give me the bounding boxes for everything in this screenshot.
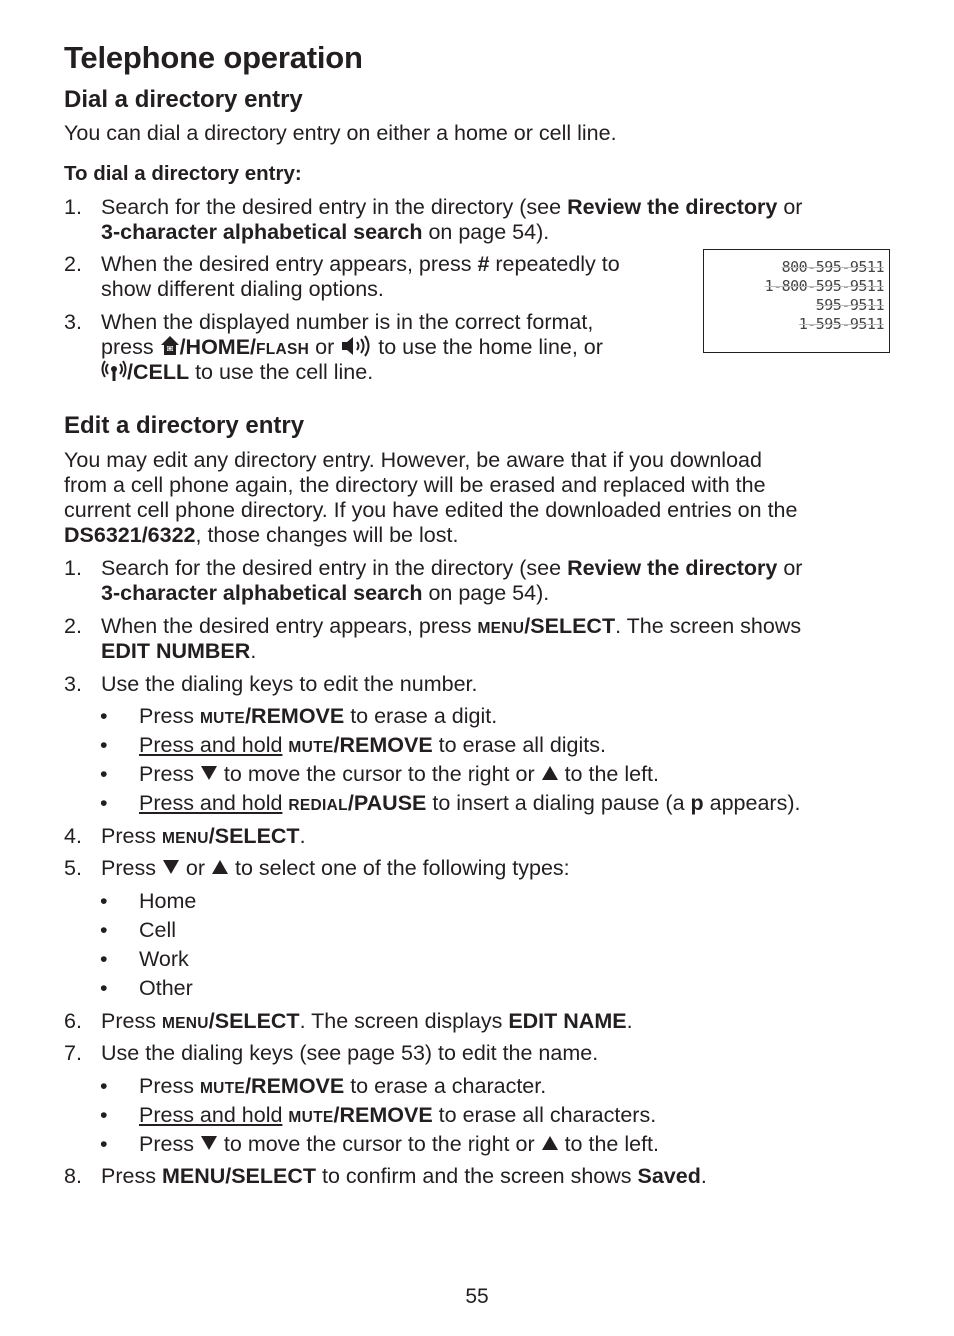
key-mute: MUTE <box>199 1080 246 1097</box>
screen-text-edit-name: EDIT NAME <box>508 1009 627 1033</box>
ref-review-directory: Review the directory <box>567 195 778 219</box>
step-text: on page 54). <box>422 581 550 605</box>
step-text: Use the dialing keys (see page 53) to edit the name. <box>101 1041 599 1065</box>
bullet-item <box>139 762 659 787</box>
cell-icon <box>101 360 127 388</box>
step-text: or <box>309 335 341 359</box>
bullet: • <box>100 918 108 942</box>
step-text: . <box>700 1164 707 1188</box>
home-icon <box>160 335 180 363</box>
ref-alpha-search: 3-character alphabetical search <box>101 581 423 605</box>
key-remove: /REMOVE <box>245 1074 345 1098</box>
step-text: Search for the desired entry in the directory (see <box>101 556 568 580</box>
step-number: 7. <box>64 1041 82 1065</box>
key-menu: MENU <box>161 830 209 847</box>
key-select: /SELECT <box>524 614 616 638</box>
type-item-other: Other <box>139 976 193 1000</box>
bullet-text: Press and hold <box>139 733 283 757</box>
bullet: • <box>100 1103 108 1127</box>
key-menu: MENU <box>477 620 525 637</box>
step-text: Press <box>101 856 162 880</box>
bullet-text: to move the cursor to the right or <box>217 762 541 786</box>
screen-line: 595-9511 <box>815 296 884 314</box>
step-text: Press <box>101 824 162 848</box>
step-text: . <box>299 824 306 848</box>
step-text: press <box>101 335 160 359</box>
key-mute: MUTE <box>288 739 334 756</box>
bullet-text: Press and hold <box>139 791 283 815</box>
step-number: 6. <box>64 1009 82 1033</box>
step-number: 4. <box>64 824 82 848</box>
step-text: When the desired entry appears, press <box>101 614 478 638</box>
step-text: . The screen shows <box>615 614 802 638</box>
key-remove: /REMOVE <box>333 1103 433 1127</box>
key-mute: MUTE <box>288 1109 334 1126</box>
up-arrow-icon <box>542 766 558 780</box>
section-heading-dial: Dial a directory entry <box>64 86 303 113</box>
step-number: 1. <box>64 195 82 219</box>
step-number: 3. <box>64 672 82 696</box>
step-text: Search for the desired entry in the directory (see <box>101 195 568 219</box>
bullet-item <box>139 1074 546 1101</box>
step-text: When the displayed number is in the correct format, <box>101 310 594 334</box>
bullet-item <box>139 733 606 760</box>
down-arrow-icon <box>201 1136 217 1150</box>
speaker-icon <box>340 335 372 363</box>
section-heading-edit: Edit a directory entry <box>64 412 305 439</box>
ref-alpha-search: 3-character alphabetical search <box>101 220 423 244</box>
step-text: or <box>179 856 212 880</box>
down-arrow-icon <box>201 766 217 780</box>
step-number: 1. <box>64 556 82 580</box>
bullet: • <box>100 791 108 815</box>
step-text: . <box>626 1009 633 1033</box>
step-text: or <box>777 195 803 219</box>
bullet-text: Press <box>139 1074 200 1098</box>
key-home: /HOME/ <box>179 335 257 359</box>
bullet: • <box>100 976 108 1000</box>
bullet-item <box>139 1103 656 1130</box>
type-item-home: Home <box>139 889 197 913</box>
step-number: 8. <box>64 1164 82 1188</box>
key-flash: FLASH <box>256 341 310 358</box>
key-remove: /REMOVE <box>333 733 433 757</box>
edit-para-line: current cell phone directory. If you have edited the downloaded entries on the <box>64 498 798 522</box>
step-text <box>101 824 306 851</box>
handset-screen-illustration <box>703 249 890 353</box>
bullet-text: to insert a dialing pause (a <box>426 791 691 815</box>
edit-para-line: , those changes will be lost. <box>195 523 459 547</box>
key-mute: MUTE <box>199 710 246 727</box>
screen-line: 800-595-9511 <box>781 258 884 276</box>
screen-text-edit-number: EDIT NUMBER <box>101 639 251 663</box>
step-text: to confirm and the screen shows <box>316 1164 638 1188</box>
page-number: 55 <box>465 1285 489 1308</box>
bullet-text: to the left. <box>558 1132 659 1156</box>
up-arrow-icon <box>212 860 228 874</box>
step-text: to use the cell line. <box>189 360 374 384</box>
step-text: on page 54). <box>422 220 550 244</box>
bullet-text: to move the cursor to the right or <box>217 1132 541 1156</box>
bullet: • <box>100 762 108 786</box>
page-title: Telephone operation <box>64 40 363 75</box>
bullet: • <box>100 733 108 757</box>
pause-char: p <box>690 791 704 815</box>
step-number: 3. <box>64 310 82 334</box>
key-remove: /REMOVE <box>245 704 345 728</box>
step-text: Press <box>101 1009 162 1033</box>
bullet-text: to erase all characters. <box>432 1103 657 1127</box>
key-pause: /PAUSE <box>347 791 427 815</box>
bullet-text: Press <box>139 1132 200 1156</box>
step-text: repeatedly to <box>489 252 620 276</box>
type-item-work: Work <box>139 947 189 971</box>
step-number: 2. <box>64 614 82 638</box>
step-text: show different dialing options. <box>101 277 384 301</box>
bullet-text: to erase a character. <box>344 1074 547 1098</box>
step-text: to select one of the following types: <box>229 856 570 880</box>
edit-para-line: from a cell phone again, the directory will be erased and replaced with the <box>64 473 766 497</box>
step-text: . <box>250 639 257 663</box>
bullet-item <box>139 704 497 731</box>
dial-intro: You can dial a directory entry on either a home or cell line. <box>64 121 617 145</box>
key-menu: MENU <box>161 1015 209 1032</box>
edit-para-line: You may edit any directory entry. However, be aware that if you download <box>64 448 762 472</box>
step-text: . The screen displays <box>299 1009 509 1033</box>
key-redial: REDIAL <box>288 797 348 814</box>
bullet: • <box>100 1074 108 1098</box>
key-cell: /CELL <box>127 360 190 384</box>
bullet: • <box>100 704 108 728</box>
key-select: /SELECT <box>208 824 300 848</box>
step-text: Use the dialing keys to edit the number. <box>101 672 478 696</box>
type-item-cell: Cell <box>139 918 177 942</box>
bullet-item <box>139 791 800 818</box>
bullet-text: to the left. <box>558 762 659 786</box>
key-pound: # <box>477 252 490 276</box>
bullet: • <box>100 1132 108 1156</box>
step-number: 5. <box>64 856 82 880</box>
bullet-item <box>139 1132 659 1157</box>
bullet-text: to erase all digits. <box>432 733 606 757</box>
screen-line: 1-800-595-9511 <box>764 277 884 295</box>
bullet: • <box>100 889 108 913</box>
step-text: Press <box>101 1164 162 1188</box>
key-menu-select: MENU/SELECT <box>161 1164 317 1188</box>
step-text: When the desired entry appears, press <box>101 252 478 276</box>
model-number: DS6321/6322 <box>64 523 196 547</box>
step-text: to use the home line, or <box>372 335 603 359</box>
bullet-text: Press and hold <box>139 1103 283 1127</box>
step-number: 2. <box>64 252 82 276</box>
ref-review-directory: Review the directory <box>567 556 778 580</box>
dial-subheading: To dial a directory entry: <box>64 162 302 185</box>
screen-line: 1-595-9511 <box>798 315 884 333</box>
key-select: /SELECT <box>208 1009 300 1033</box>
down-arrow-icon <box>163 860 179 874</box>
up-arrow-icon <box>542 1136 558 1150</box>
bullet-text: to erase a digit. <box>344 704 498 728</box>
bullet: • <box>100 947 108 971</box>
bullet-text: Press <box>139 762 200 786</box>
bullet-text: Press <box>139 704 200 728</box>
bullet-text: appears). <box>703 791 801 815</box>
step-text: or <box>777 556 803 580</box>
screen-text-saved: Saved <box>637 1164 701 1188</box>
